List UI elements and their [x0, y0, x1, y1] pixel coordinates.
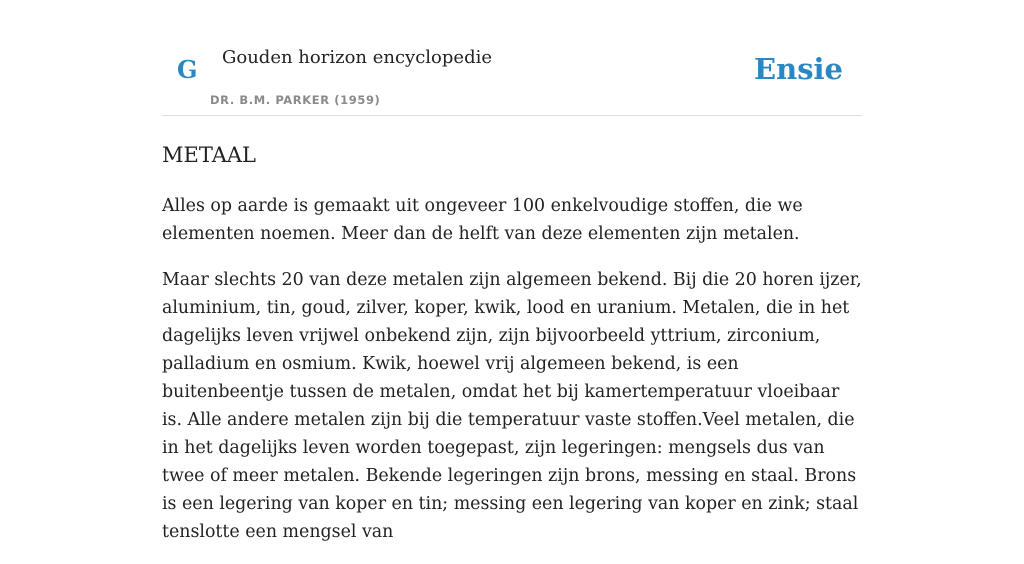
- source-header: [162, 0, 862, 116]
- book-title[interactable]: Gouden horizon encyclopedie: [222, 47, 492, 68]
- ensie-logo-link[interactable]: Ensie: [754, 52, 843, 86]
- book-author: DR. B.M. PARKER (1959): [210, 93, 381, 107]
- entry-paragraph: Maar slechts 20 van deze metalen zijn algemeen bekend. Bij die 20 horen ijzer, aluminium, tin, goud, zilver, koper, kwik, lood en uranium. Metalen, die in het dagelijks leven vrijwel onbekend zijn, zijn bijvoorbeeld yttrium, zirconium, palladium en osmium. Kwik, hoewel vrij algemeen bekend, is een buitenbeentje tussen de metalen, omdat het bij kamertemperatuur vloeibaar is. Alle andere metalen zijn bij die temperatuur vaste stoffen.Veel metalen, die in het dagelijks leven worden toegepast, zijn legeringen: mengsels dus van twee of meer metalen. Bekende legeringen zijn brons, messing en staal. Brons is een legering van koper en tin; messing een legering van koper en zink; staal tenslotte een mengsel van: [162, 270, 862, 542]
- entry-paragraph: Alles op aarde is gemaakt uit ongeveer 100 enkelvoudige stoffen, die we elementen noemen. Meer dan de helft van deze elementen zijn metalen.: [162, 196, 803, 244]
- book-logo-icon: G: [177, 55, 198, 84]
- entry-title: METAAL: [162, 143, 256, 167]
- page: [162, 0, 862, 542]
- entry-body: [162, 192, 862, 564]
